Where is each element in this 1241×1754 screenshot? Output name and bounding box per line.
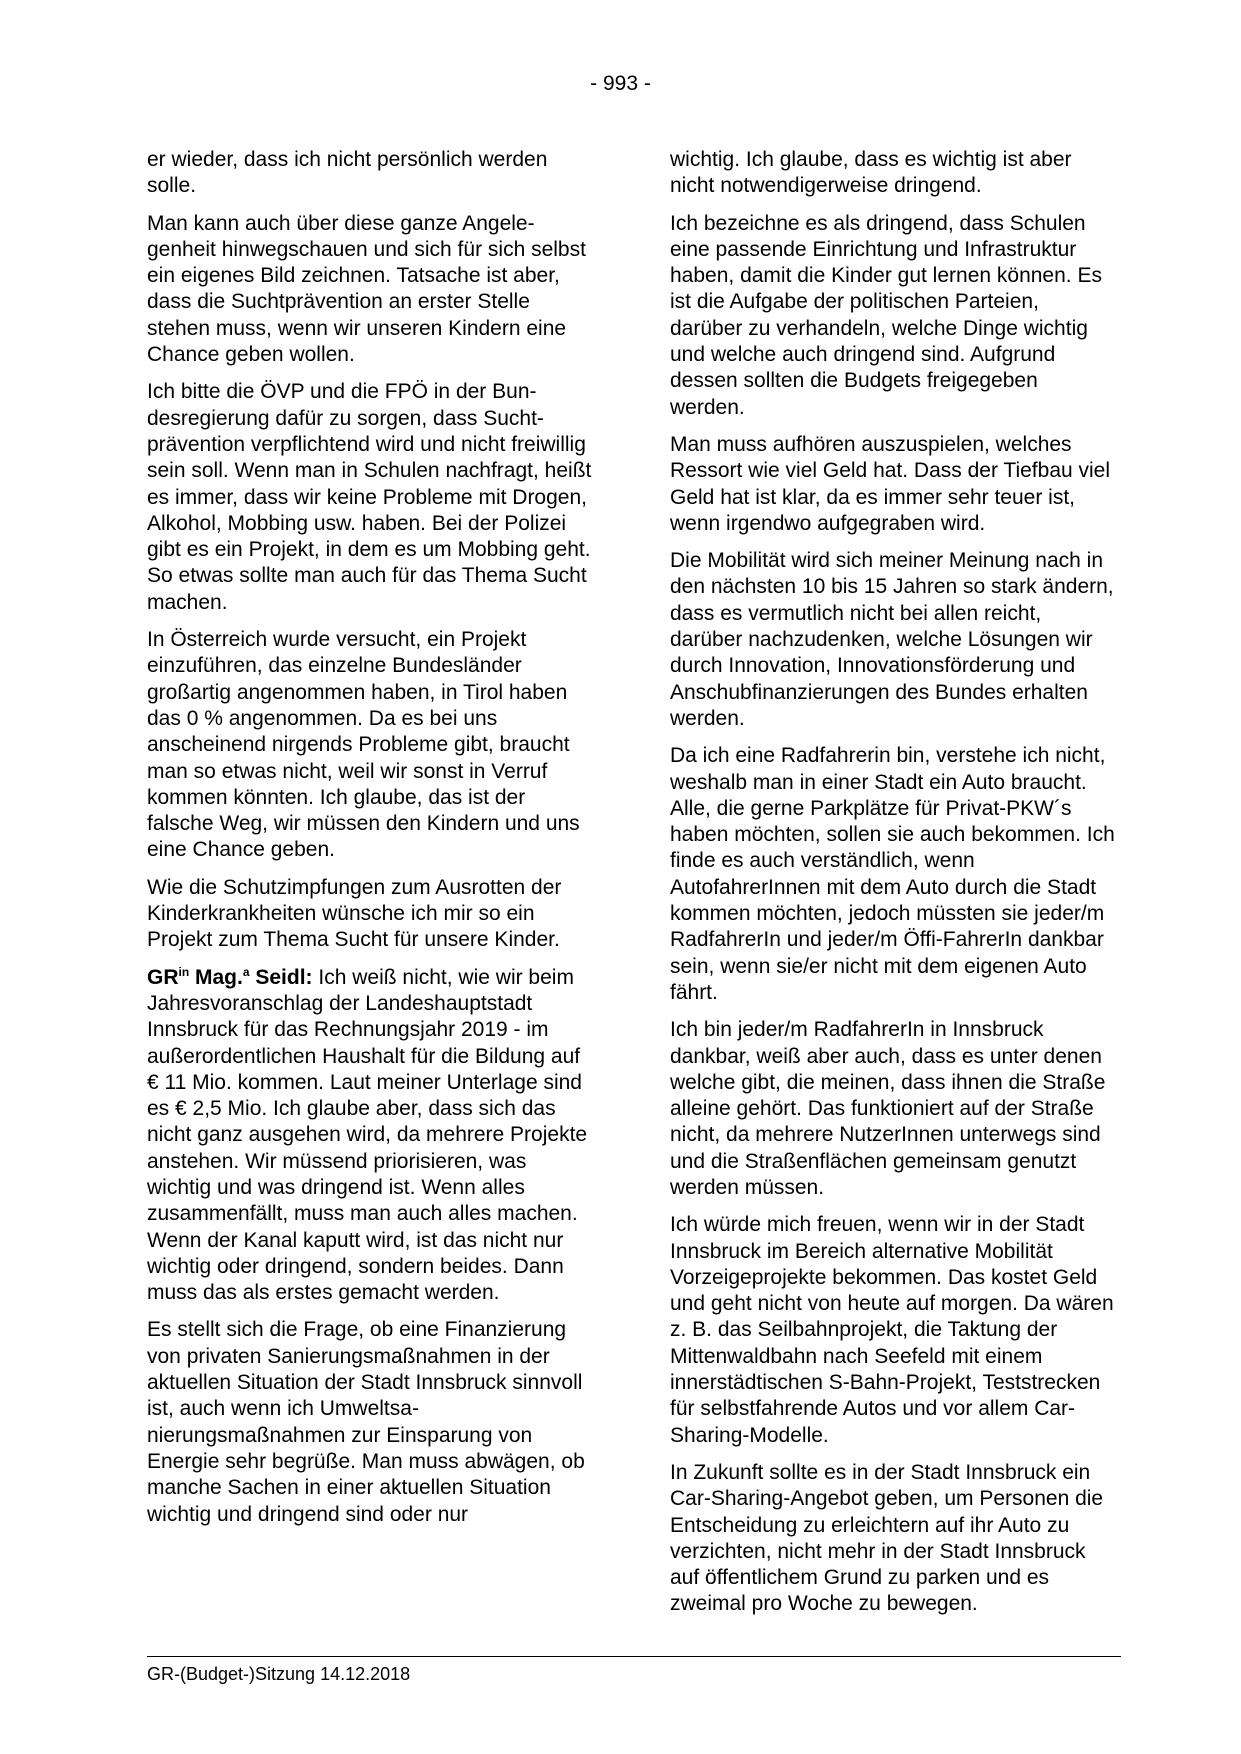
speaker-surname: Seidl: [249,965,313,989]
paragraph: Die Mobilität wird sich meiner Meinung nach in den nächsten 10 bis 15 Jahren so stark ändern, dass es vermutlich nicht bei allen reicht, darüber nachzudenken, welche Lösungen wir durch Innovation, Innovationsförderung und Anschubfinanzierungen des Bundes erhalten werden. [670,549,1114,730]
paragraph: wichtig. Ich glaube, dass es wichtig ist aber nicht notwendigerweise dringend. [670,148,1072,198]
paragraph: Es stellt sich die Frage, ob eine Finanzierung von privaten Sanierungsmaßnahmen in der aktuellen Situation der Stadt Innsbruck sinnvoll ist, auch wenn ich Umweltsanierungsmaßnahmen zur Einsparung von Energie sehr begrüße. Man muss abwägen, ob manche Sachen in einer aktuellen Situation wichtig und dringend sind oder nur [147,1318,585,1526]
left-column [147,147,592,1539]
paragraph: er wieder, dass ich nicht persönlich werden solle. [147,148,548,198]
paragraph: In Österreich wurde versucht, ein Projekt einzuführen, das einzelne Bundesländer großartig angenommen haben, in Tirol haben das 0 % angenommen. Da es bei uns anscheinend nirgends Probleme gibt, braucht man so etwas nicht, weil wir sonst in Verruf kommen könnten. Ich glaube, das ist der falsche Weg, wir müssen den Kindern und uns eine Chance geben. [147,628,580,862]
paragraph: Ich bitte die ÖVP und die FPÖ in der Bundesregierung dafür zu sorgen, dass Suchtprävention verpflichtend wird und nicht freiwillig sein soll. Wenn man in Schulen nachfragt, heißt es immer, dass wir keine Probleme mit Drogen, Alkohol, Mobbing usw. haben. Bei der Polizei gibt es ein Projekt, in dem es um Mobbing geht. So etwas sollte man auch für das Thema Sucht machen. [147,380,592,614]
speaker-superscript: in [178,964,190,979]
paragraph: Man muss aufhören auszuspielen, welches Ressort wie viel Geld hat. Dass der Tiefbau viel Geld hat ist klar, da es immer sehr teuer ist, wenn irgendwo aufgegraben wird. [670,432,1111,535]
paragraph: Ich bezeichne es als dringend, dass Schulen eine passende Einrichtung und Infrastruktur haben, damit die Kinder gut lernen können. Es ist die Aufgabe der politischen Parteien, darüber zu verhandeln, welche Dinge wichtig und welche auch dringend sind. Aufgrund dessen sollten die Budgets freigegeben werden. [670,211,1102,419]
paragraph: Man kann auch über diese ganze Angelegenheit hinwegschauen und sich für sich selbst ein eigenes Bild zeichnen. Tatsache ist aber, dass die Suchtprävention an erster Stelle stehen muss, wenn wir unseren Kindern eine Chance geben wollen. [147,211,586,367]
speaker-prefix: GR [147,965,179,989]
paragraph: Ich würde mich freuen, wenn wir in der Stadt Innsbruck im Bereich alternative Mobilität Vorzeigeprojekte bekommen. Das kostet Geld und geht nicht von heute auf morgen. Da wären z. B. das Seilbahnprojekt, die Taktung der Mittenwaldbahn nach Seefeld mit einem innerstädtischen S-Bahn-Projekt, Teststrecken für selbstfahrende Autos und vor allem Car-Sharing-Modelle. [670,1213,1114,1447]
paragraph: Ich bin jeder/m RadfahrerIn in Innsbruck dankbar, weiß aber auch, dass es unter denen welche gibt, die meinen, dass ihnen die Straße alleine gehört. Das funktioniert auf der Straße nicht, da mehrere NutzerInnen unterwegs sind und die Straßenflächen gemeinsam genutzt werden müssen. [670,1018,1106,1199]
paragraph: Wie die Schutzimpfungen zum Ausrotten der Kinderkrankheiten wünsche ich mir so ein Projekt zum Thema Sucht für unsere Kinder. [147,875,562,952]
page-number: - 993 - [590,72,651,95]
right-column [670,147,1115,1629]
paragraph: In Zukunft sollte es in der Stadt Innsbruck ein Car-Sharing-Angebot geben, um Personen die Entscheidung zu erleichtern auf ihr Auto zu verzichten, nicht mehr in der Stadt Innsbruck auf öffentlichem Grund zu parken und es zweimal pro Woche zu bewegen. [670,1460,1104,1616]
speech-text: Ich weiß nicht, wie wir beim Jahresvoranschlag der Landeshauptstadt Innsbruck für das Rechnungsjahr 2019 - im außerordentlichen Haushalt für die Bildung auf € 11 Mio. kommen. Laut meiner Unterlage sind es € 2,5 Mio. Ich glaube aber, dass sich das nicht ganz ausgehen wird, da mehrere Projekte anstehen. Wir müssend priorisieren, was wichtig und was dringend ist. Wenn alles zusammenfällt, muss man auch alles machen. Wenn der Kanal kaputt wird, ist das nicht nur wichtig oder dringend, sondern beides. Dann muss das als erstes gemacht werden. [147,965,588,1305]
footer-session-label: GR-(Budget-)Sitzung 14.12.2018 [147,1664,411,1684]
paragraph: Da ich eine Radfahrerin bin, verstehe ich nicht, weshalb man in einer Stadt ein Auto braucht. Alle, die gerne Parkplätze für Privat-PKW´s haben möchten, sollen sie auch bekommen. Ich finde es auch verständlich, wenn AutofahrerInnen mit dem Auto durch die Stadt kommen möchten, jedoch müssten sie jeder/m RadfahrerIn und jeder/m Öffi-FahrerIn dankbar sein, wenn sie/er nicht mit dem eigenen Auto fährt. [670,744,1115,1004]
speaker-superscript: a [242,964,250,979]
footer-divider [147,1656,1121,1657]
paragraph-speaker-seidl [147,965,592,1307]
speaker-title: Mag. [189,965,243,989]
speaker-name [147,966,313,989]
